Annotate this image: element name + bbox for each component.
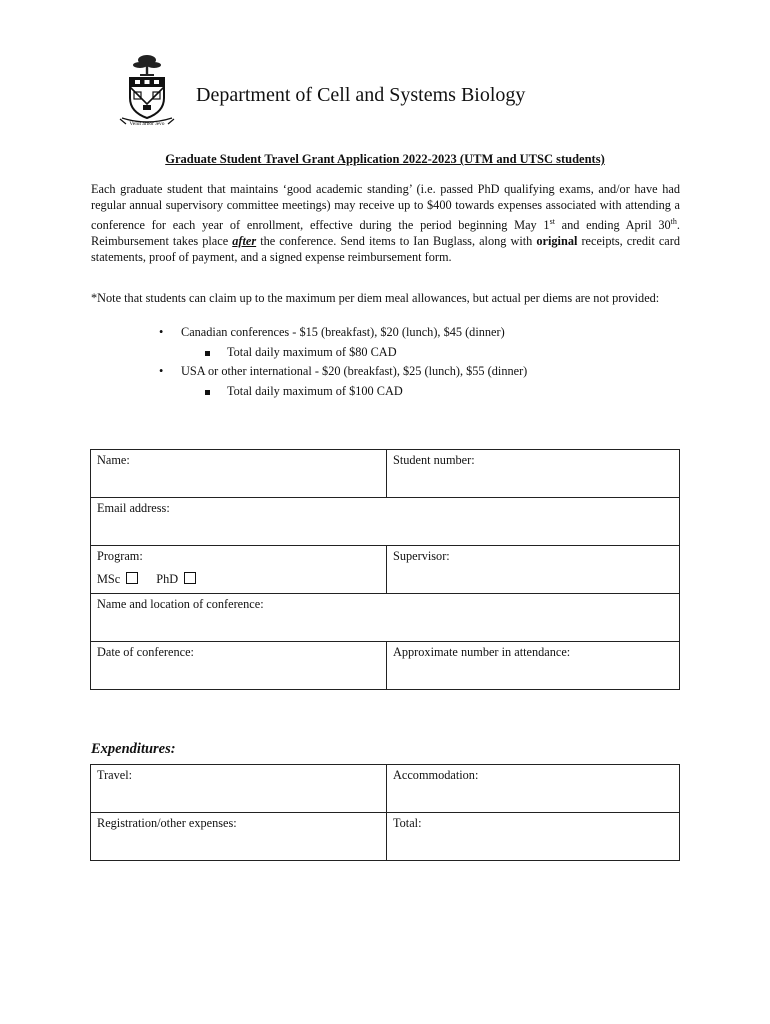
supervisor-field[interactable]: Supervisor:	[387, 546, 680, 594]
registration-field[interactable]: Registration/other expenses:	[91, 813, 387, 861]
university-crest-logo	[118, 52, 176, 134]
form-title: Graduate Student Travel Grant Application 2022-2023 (UTM and UTSC students)	[165, 152, 605, 166]
travel-field[interactable]: Travel:	[91, 765, 387, 813]
student-number-field[interactable]: Student number:	[387, 450, 680, 498]
applicant-info-table	[90, 449, 680, 690]
program-field: Program: MSc PhD	[91, 546, 387, 594]
expenditures-table	[90, 764, 680, 861]
intro-paragraph: Each graduate student that maintains ‘good academic standing’ (i.e. passed PhD qualifying exams, and/or have had regular annual supervisory committee meetings) may receive up to $400 towards expenses associated with attending a conference for each year of enrollment, effective during the period beginning May 1st and ending April 30th. Reimbursement takes place after the conference. Send items to Ian Buglass, along with original receipts, credit card statements, proof of payment, and a signed expense reimbursement form.	[91, 182, 681, 265]
accommodation-field[interactable]: Accommodation:	[387, 765, 680, 813]
msc-checkbox[interactable]	[126, 572, 138, 584]
conference-field[interactable]: Name and location of conference:	[91, 594, 680, 642]
allowance-list	[91, 323, 527, 401]
department-title: Department of Cell and Systems Biology	[196, 84, 526, 106]
phd-label: PhD	[156, 572, 179, 586]
per-diem-note: *Note that students can claim up to the maximum per diem meal allowances, but actual per diems are not provided:	[91, 291, 660, 305]
msc-label: MSc	[97, 572, 121, 586]
list-item: • Canadian conferences - $15 (breakfast), $20 (lunch), $45 (dinner)	[91, 323, 527, 343]
expenditures-heading: Expenditures:	[91, 741, 176, 757]
list-item: Total daily maximum of $80 CAD	[91, 343, 527, 363]
phd-checkbox[interactable]	[184, 572, 196, 584]
name-field[interactable]: Name:	[91, 450, 387, 498]
total-field[interactable]: Total:	[387, 813, 680, 861]
attendance-field[interactable]: Approximate number in attendance:	[387, 642, 680, 690]
date-field[interactable]: Date of conference:	[91, 642, 387, 690]
list-item: Total daily maximum of $100 CAD	[91, 382, 527, 402]
list-item: • USA or other international - $20 (breakfast), $25 (lunch), $55 (dinner)	[91, 362, 527, 382]
svg-text:Velut arbor ævo: Velut arbor ævo	[129, 121, 165, 127]
email-field[interactable]: Email address:	[91, 498, 680, 546]
